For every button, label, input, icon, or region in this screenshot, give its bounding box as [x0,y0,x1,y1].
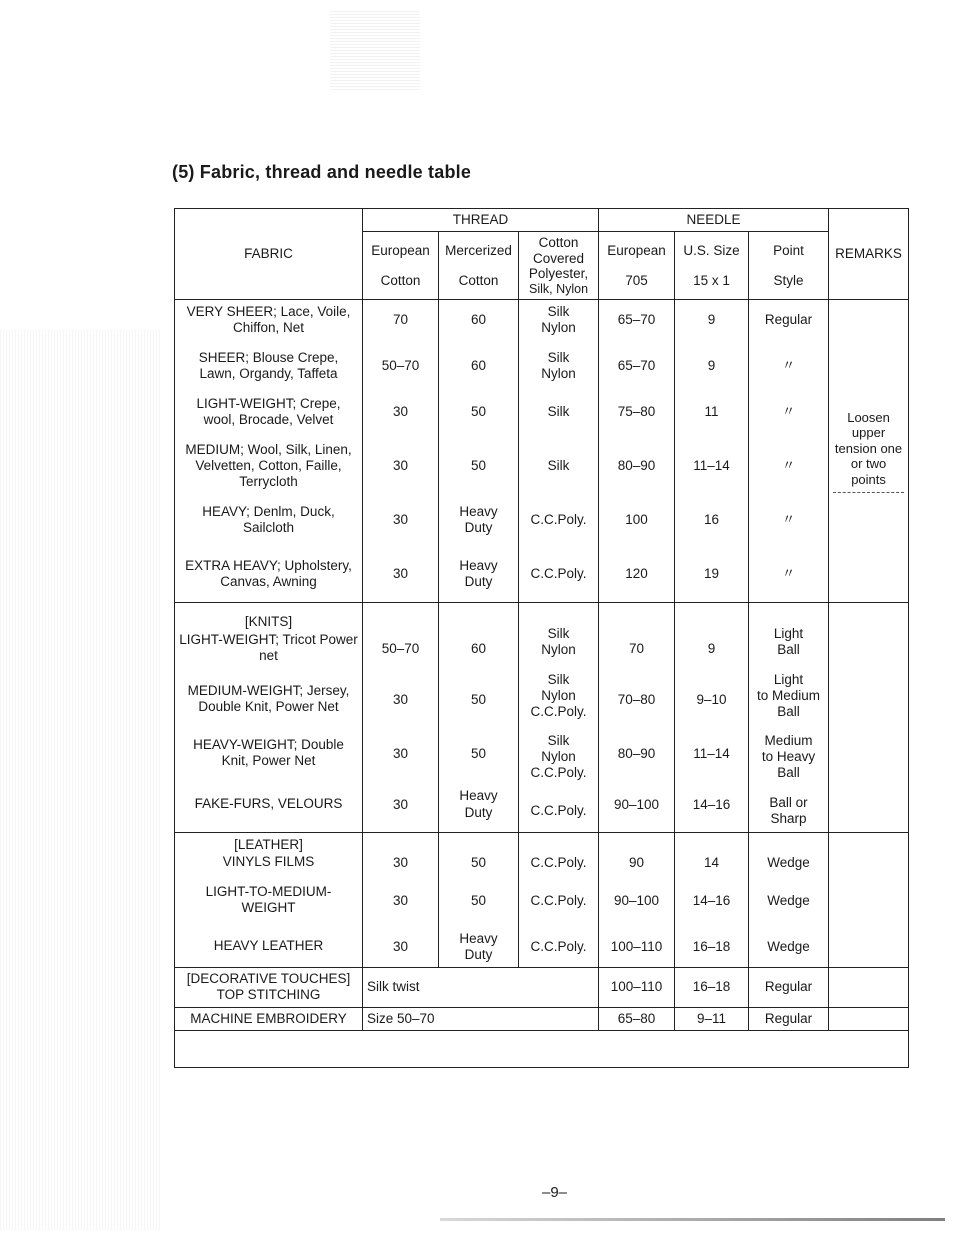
top-stitching-thread: Silk twist [363,968,599,1007]
group1-row-4-fabric [179,503,358,537]
group3-row-2-point [753,930,824,964]
group2-row-3-euro [367,787,434,823]
group2-row-3-ccp [523,793,594,829]
group2-row-0-point-line: Ball [777,642,800,658]
group3-row-0-fabric-line: VINYLS FILMS [222,854,315,870]
group3-row-0-n705-line: 90 [629,855,645,871]
group1-row-4-merc [443,503,514,537]
group1-row-4-merc-line: Heavy [459,503,498,519]
group3-row-2-n705-line: 100–110 [610,939,663,955]
group1-row-3-n705-line: 80–90 [617,458,656,474]
title-spacer [367,613,434,631]
group3-row-2-euro [367,930,434,964]
group2-row-3-fabric-line: FAKE-FURS, VELOURS [194,795,343,811]
group1-row-0-us [679,303,744,337]
group1-row-0-euro [367,303,434,337]
group3-row-1-fabric-line: LIGHT-TO-MEDIUM-WEIGHT [205,884,332,916]
machine-embroidery-point-style: Regular [749,1007,829,1030]
group3-row-2-ccp [523,930,594,964]
group1-row-2-ccp-line: Silk [547,404,570,420]
title-spacer [753,606,824,624]
leather-remarks-cell [829,833,909,968]
group1-row-1-n705 [603,349,670,383]
scan-bottom-edge [440,1218,945,1221]
header-european-705 [599,232,675,300]
group3-row-1-us-line: 14–16 [692,893,731,909]
group1-row-0-fabric [179,303,358,337]
group2-row-2-ccp-line: C.C.Poly. [530,765,587,781]
group1-row-2-point-line: 〃 [781,404,796,420]
title-spacer [443,836,514,854]
group3-row-0-euro-line: 30 [392,855,409,871]
group1-row-1-merc-line: 60 [470,358,487,374]
group1-row-2-fabric [179,395,358,429]
group2-row-2-point-line: Medium [764,732,813,748]
group1-row-3-point [753,441,824,491]
group3-row-2-us-line: 16–18 [692,939,731,955]
group2-row-0-n705 [603,631,670,667]
header-european-cotton [363,232,439,300]
group2-row-0-merc [443,631,514,667]
group1-row-3-us-line: 11–14 [693,458,730,474]
group2-row-1-ccp [523,672,594,721]
group2-row-2-point-line: Ball [777,765,800,781]
group2-row-3-merc [443,787,514,823]
header-point-line2: Style [773,272,804,288]
title-spacer [603,613,670,631]
group3-row-2-merc [443,930,514,964]
decorative-fabric-cell [175,968,363,1007]
group1-row-4-us-line: 16 [704,512,720,528]
group1-row-2-fabric-line: LIGHT-WEIGHT; Crepe, wool, Brocade, Velvet [196,395,341,428]
header-european-cotton-line1: European [371,243,430,259]
group2-row-1-euro [367,679,434,721]
group2-row-3-ccp-line: C.C.Poly. [530,803,587,819]
group2-row-0-ccp [523,624,594,660]
group1-row-3-merc [443,441,514,491]
remarks-text: Loosen upper tension one or two points [833,410,904,493]
leather-european-cotton-cell [363,833,439,968]
group1-row-4-merc-line: Duty [464,520,493,536]
group3-row-0-merc-line: 50 [470,855,487,871]
group1-row-3-fabric-line: MEDIUM; Wool, Silk, Linen, Velvetten, Cotton, Faille, Terrycloth [185,441,352,490]
header-ccp-line1: Cotton [538,235,579,251]
header-ccp-line2: Covered [532,250,585,266]
group1-row-3-fabric [179,441,358,491]
knits-us-size-cell [675,603,749,833]
group2-row-2-point [753,733,824,782]
group2-row-1-euro-line: 30 [392,691,409,707]
group-leather [175,833,909,968]
group1-row-0-point [753,303,824,337]
fabric-thread-needle-table [174,208,909,1068]
header-row-top [175,209,909,232]
title-spacer [603,836,670,854]
group3-row-0-us-line: 14 [704,855,720,871]
group1-row-4-point [753,503,824,537]
group2-row-2-n705-line: 80–90 [617,745,656,761]
group1-row-1-us-line: 9 [707,358,716,374]
group1-row-0-n705 [603,303,670,337]
group1-row-2-us [679,395,744,429]
group2-row-1-point [753,672,824,721]
group1-row-1-n705-line: 65–70 [617,358,656,374]
group2-row-1-ccp-line: C.C.Poly. [530,704,587,720]
leather-us-size-cell [675,833,749,968]
group3-row-1-ccp-line: C.C.Poly. [530,893,587,909]
group2-row-1-merc-line: 50 [470,691,487,707]
group2-row-3-us [679,787,744,823]
group1-row-2-us-line: 11 [704,404,719,420]
group3-row-0-point [753,854,824,872]
group3-row-0-ccp [523,854,594,872]
group3-row-1-point-line: Wedge [767,893,810,909]
leather-ccp-cell [519,833,599,968]
group2-row-0-ccp-line: Silk [547,625,570,641]
group1-row-4-ccp [523,503,594,537]
group1-row-3-euro [367,441,434,491]
header-point-style [749,232,829,300]
group1-row-5-euro [367,549,434,599]
group1-row-1-point [753,349,824,383]
top-stitching-point-style: Regular [749,968,829,1007]
group3-row-1-euro [367,884,434,918]
group1-row-2-euro-line: 30 [392,404,409,420]
group2-row-2-ccp-line: Silk [547,732,570,748]
header-cotton-covered-polyester [519,232,599,300]
woven-european-cotton-cell [363,300,439,603]
group-knits [175,603,909,833]
group2-row-0-ccp-line: Nylon [541,642,576,658]
top-stitching-us-size: 16–18 [675,968,749,1007]
machine-embroidery-us-size: 9–11 [675,1007,749,1030]
group1-row-1-point-line: 〃 [781,358,796,374]
group1-row-2-point [753,395,824,429]
machine-embroidery-thread: Size 50–70 [363,1007,599,1030]
group2-row-2-ccp [523,733,594,782]
group2-row-3-point [753,793,824,829]
group1-row-0-merc [443,303,514,337]
group2-row-1-n705-line: 70–80 [617,691,656,707]
group1-row-2-n705-line: 75–80 [617,404,656,420]
group1-row-1-fabric [179,349,358,383]
header-us-size-line2: 15 x 1 [693,272,730,288]
group1-row-5-ccp [523,549,594,599]
group3-title: [LEATHER] [234,837,303,853]
group3-row-1-point [753,884,824,918]
group2-row-2-ccp-line: Nylon [541,748,576,764]
group2-row-3-euro-line: 30 [392,796,409,812]
header-mercerized-line2: Cotton [458,272,499,288]
knits-european-cotton-cell [363,603,439,833]
group2-row-2-us-line: 11–14 [693,745,730,761]
group1-row-5-fabric [179,549,358,599]
group2-row-3-point-line: Sharp [770,811,807,827]
row-top-stitching [175,968,909,1007]
group1-row-1-euro-line: 50–70 [381,358,420,374]
title-spacer [523,606,594,624]
group2-row-0-fabric [179,630,358,666]
group2-row-1-us [679,679,744,721]
woven-fabric-cell [175,300,363,603]
group3-row-0-euro [367,854,434,872]
knits-ccp-cell [519,603,599,833]
group2-row-1-fabric-line: MEDIUM-WEIGHT; Jersey, Double Knit, Power Net [187,682,350,714]
group2-row-1-n705 [603,679,670,721]
group2-row-3-us-line: 14–16 [692,796,731,812]
group1-row-1-us [679,349,744,383]
group2-row-1-ccp-line: Nylon [541,688,576,704]
group1-row-5-fabric-line: EXTRA HEAVY; Upholstery, Canvas, Awning [185,557,352,590]
group2-row-0-euro [367,631,434,667]
group3-row-1-n705-line: 90–100 [613,893,660,909]
section-heading: (5) Fabric, thread and needle table [172,162,472,182]
leather-european-705-cell [599,833,675,968]
header-european-705-line2: 705 [625,272,648,288]
blank-footer-row [175,1030,909,1067]
group1-row-0-n705-line: 65–70 [617,312,656,328]
leather-fabric-cell [175,833,363,968]
group3-row-2-point-line: Wedge [767,939,810,955]
group3-row-2-n705 [603,930,670,964]
group2-row-0-us-line: 9 [707,640,716,656]
group1-row-5-merc [443,549,514,599]
group3-row-1-us [679,884,744,918]
group2-title: [KNITS] [244,613,293,629]
group2-row-1-us-line: 9–10 [696,691,727,707]
group3-row-2-euro-line: 30 [392,939,409,955]
group1-row-0-merc-line: 60 [470,312,487,328]
title-spacer [679,836,744,854]
machine-embroidery-remarks [829,1007,909,1030]
group2-row-0-point-line: Light [773,625,804,641]
top-stitching-remarks [829,968,909,1007]
group2-row-2-fabric-line: HEAVY-WEIGHT; Double Knit, Power Net [193,736,344,768]
group1-row-2-merc [443,395,514,429]
group3-row-0-fabric [179,853,358,871]
header-ccp-line4: Silk, Nylon [528,281,589,296]
group1-row-5-us-line: 19 [704,566,720,582]
group1-row-2-merc-line: 50 [470,404,487,420]
header-remarks: REMARKS [829,209,909,300]
group2-row-1-merc [443,679,514,721]
group1-row-5-n705-line: 120 [625,566,648,582]
header-us-size [675,232,749,300]
group2-row-0-point [753,624,824,660]
group1-row-3-us [679,441,744,491]
group2-row-2-point-line: to Heavy [761,748,816,764]
group3-row-0-us [679,854,744,872]
group1-row-5-ccp-line: C.C.Poly. [530,566,587,582]
group3-row-1-fabric [179,883,358,917]
group3-row-1-merc-line: 50 [470,893,487,909]
group2-row-1-ccp-line: Silk [547,672,570,688]
group2-row-3-n705-line: 90–100 [613,796,660,812]
group2-row-3-point-line: Ball or [769,795,808,811]
group3-row-0-n705 [603,854,670,872]
group3-row-0-ccp-line: C.C.Poly. [530,855,587,871]
machine-embroidery-european-705: 65–80 [599,1007,675,1030]
group3-row-0-merc [443,854,514,872]
group1-row-5-point-line: 〃 [781,566,796,582]
group2-row-3-merc-line: Heavy [459,788,498,804]
group1-row-5-merc-line: Heavy [459,557,498,573]
group3-row-2-merc-line: Heavy [459,931,498,947]
group2-row-2-euro-line: 30 [392,745,409,761]
group2-row-3-fabric [179,786,358,822]
top-stitching-european-705: 100–110 [599,968,675,1007]
group2-row-3-merc-line: Duty [464,804,493,820]
scan-grain-left [0,330,160,1230]
group3-row-1-euro-line: 30 [392,893,409,909]
group2-row-1-point-line: Light [773,672,804,688]
group3-row-2-ccp-line: C.C.Poly. [530,939,587,955]
woven-remarks-cell [829,300,909,603]
group1-row-4-n705-line: 100 [625,512,648,528]
header-mercerized-line1: Mercerized [445,243,512,259]
group3-row-2-fabric-line: HEAVY LEATHER [213,938,324,954]
group1-row-3-ccp [523,441,594,491]
group1-row-5-point [753,549,824,599]
group1-row-4-us [679,503,744,537]
group2-row-0-n705-line: 70 [629,640,645,656]
group1-row-1-ccp-line: Silk [547,349,570,365]
group1-row-0-ccp-line: Silk [547,303,570,319]
group1-row-2-ccp [523,395,594,429]
group3-row-2-fabric [179,929,358,963]
group3-row-1-n705 [603,884,670,918]
group1-row-2-euro [367,395,434,429]
group2-row-0-merc-line: 60 [470,640,487,656]
group2-row-2-merc [443,733,514,775]
group1-row-2-n705 [603,395,670,429]
group1-row-4-ccp-line: C.C.Poly. [530,512,587,528]
top-stitching-label: TOP STITCHING [216,987,321,1003]
group1-row-1-ccp-line: Nylon [541,366,576,382]
group-woven [175,300,909,603]
knits-mercerized-cell [439,603,519,833]
group3-row-1-merc [443,884,514,918]
header-us-size-line1: U.S. Size [683,243,740,259]
leather-mercerized-cell [439,833,519,968]
knits-remarks-cell [829,603,909,833]
group2-row-1-fabric [179,678,358,720]
woven-european-705-cell [599,300,675,603]
group1-row-1-euro [367,349,434,383]
group2-row-2-us [679,733,744,775]
group2-row-2-merc-line: 50 [470,745,487,761]
group1-row-0-ccp [523,303,594,337]
woven-us-size-cell [675,300,749,603]
group2-row-0-fabric-line: LIGHT-WEIGHT; Tricot Power net [179,631,358,663]
group1-row-5-merc-line: Duty [464,574,493,590]
group2-row-1-point-line: Ball [777,704,800,720]
decorative-group-title: [DECORATIVE TOUCHES] [186,971,351,987]
group1-row-1-fabric-line: SHEER; Blouse Crepe, Lawn, Organdy, Taffeta [198,349,339,382]
group1-row-3-euro-line: 30 [392,458,409,474]
group3-row-1-ccp [523,884,594,918]
page-number: –9– [542,1184,568,1201]
header-thread: THREAD [363,209,599,232]
group1-row-1-ccp [523,349,594,383]
row-machine-embroidery [175,1007,909,1030]
title-spacer [753,836,824,854]
title-spacer [523,836,594,854]
group1-row-3-ccp-line: Silk [547,458,570,474]
knits-european-705-cell [599,603,675,833]
group1-row-5-n705 [603,549,670,599]
group2-row-2-fabric [179,732,358,774]
woven-point-style-cell [749,300,829,603]
header-fabric: FABRIC [175,209,363,300]
header-ccp-line3: Polyester, [528,266,589,282]
group1-row-4-n705 [603,503,670,537]
group3-row-2-us [679,930,744,964]
group1-row-3-merc-line: 50 [470,458,487,474]
header-needle: NEEDLE [599,209,829,232]
group1-row-5-us [679,549,744,599]
group2-row-3-n705 [603,787,670,823]
header-european-705-line1: European [607,243,666,259]
header-european-cotton-line2: Cotton [380,272,421,288]
title-spacer [679,613,744,631]
leather-point-style-cell [749,833,829,968]
woven-mercerized-cell [439,300,519,603]
title-spacer [443,613,514,631]
group3-row-2-merc-line: Duty [464,947,493,963]
blank-footer-cell [175,1030,909,1067]
title-spacer [367,836,434,854]
group1-row-0-us-line: 9 [707,312,716,328]
group1-row-5-euro-line: 30 [392,566,409,582]
knits-fabric-cell [175,603,363,833]
group1-row-0-fabric-line: VERY SHEER; Lace, Voile, Chiffon, Net [186,303,351,336]
group2-row-2-n705 [603,733,670,775]
group3-row-0-point-line: Wedge [767,855,810,871]
group2-row-0-us [679,631,744,667]
group1-row-4-euro-line: 30 [392,512,409,528]
group2-row-1-point-line: to Medium [757,688,821,704]
header-mercerized-cotton [439,232,519,300]
group1-row-3-point-line: 〃 [781,458,796,474]
header-point-line1: Point [773,243,804,259]
group2-row-2-euro [367,733,434,775]
group1-row-3-n705 [603,441,670,491]
group1-row-0-euro-line: 70 [392,312,409,328]
group1-row-4-fabric-line: HEAVY; Denlm, Duck, Sailcloth [202,503,335,536]
scan-grain-top [330,10,420,90]
knits-point-style-cell [749,603,829,833]
group1-row-4-euro [367,503,434,537]
woven-ccp-cell [519,300,599,603]
group1-row-1-merc [443,349,514,383]
group2-row-0-euro-line: 50–70 [381,640,420,656]
group1-row-0-ccp-line: Nylon [541,320,576,336]
group1-row-4-point-line: 〃 [781,512,796,528]
machine-embroidery-label: MACHINE EMBROIDERY [175,1007,363,1030]
group1-row-0-point-line: Regular [764,312,813,328]
